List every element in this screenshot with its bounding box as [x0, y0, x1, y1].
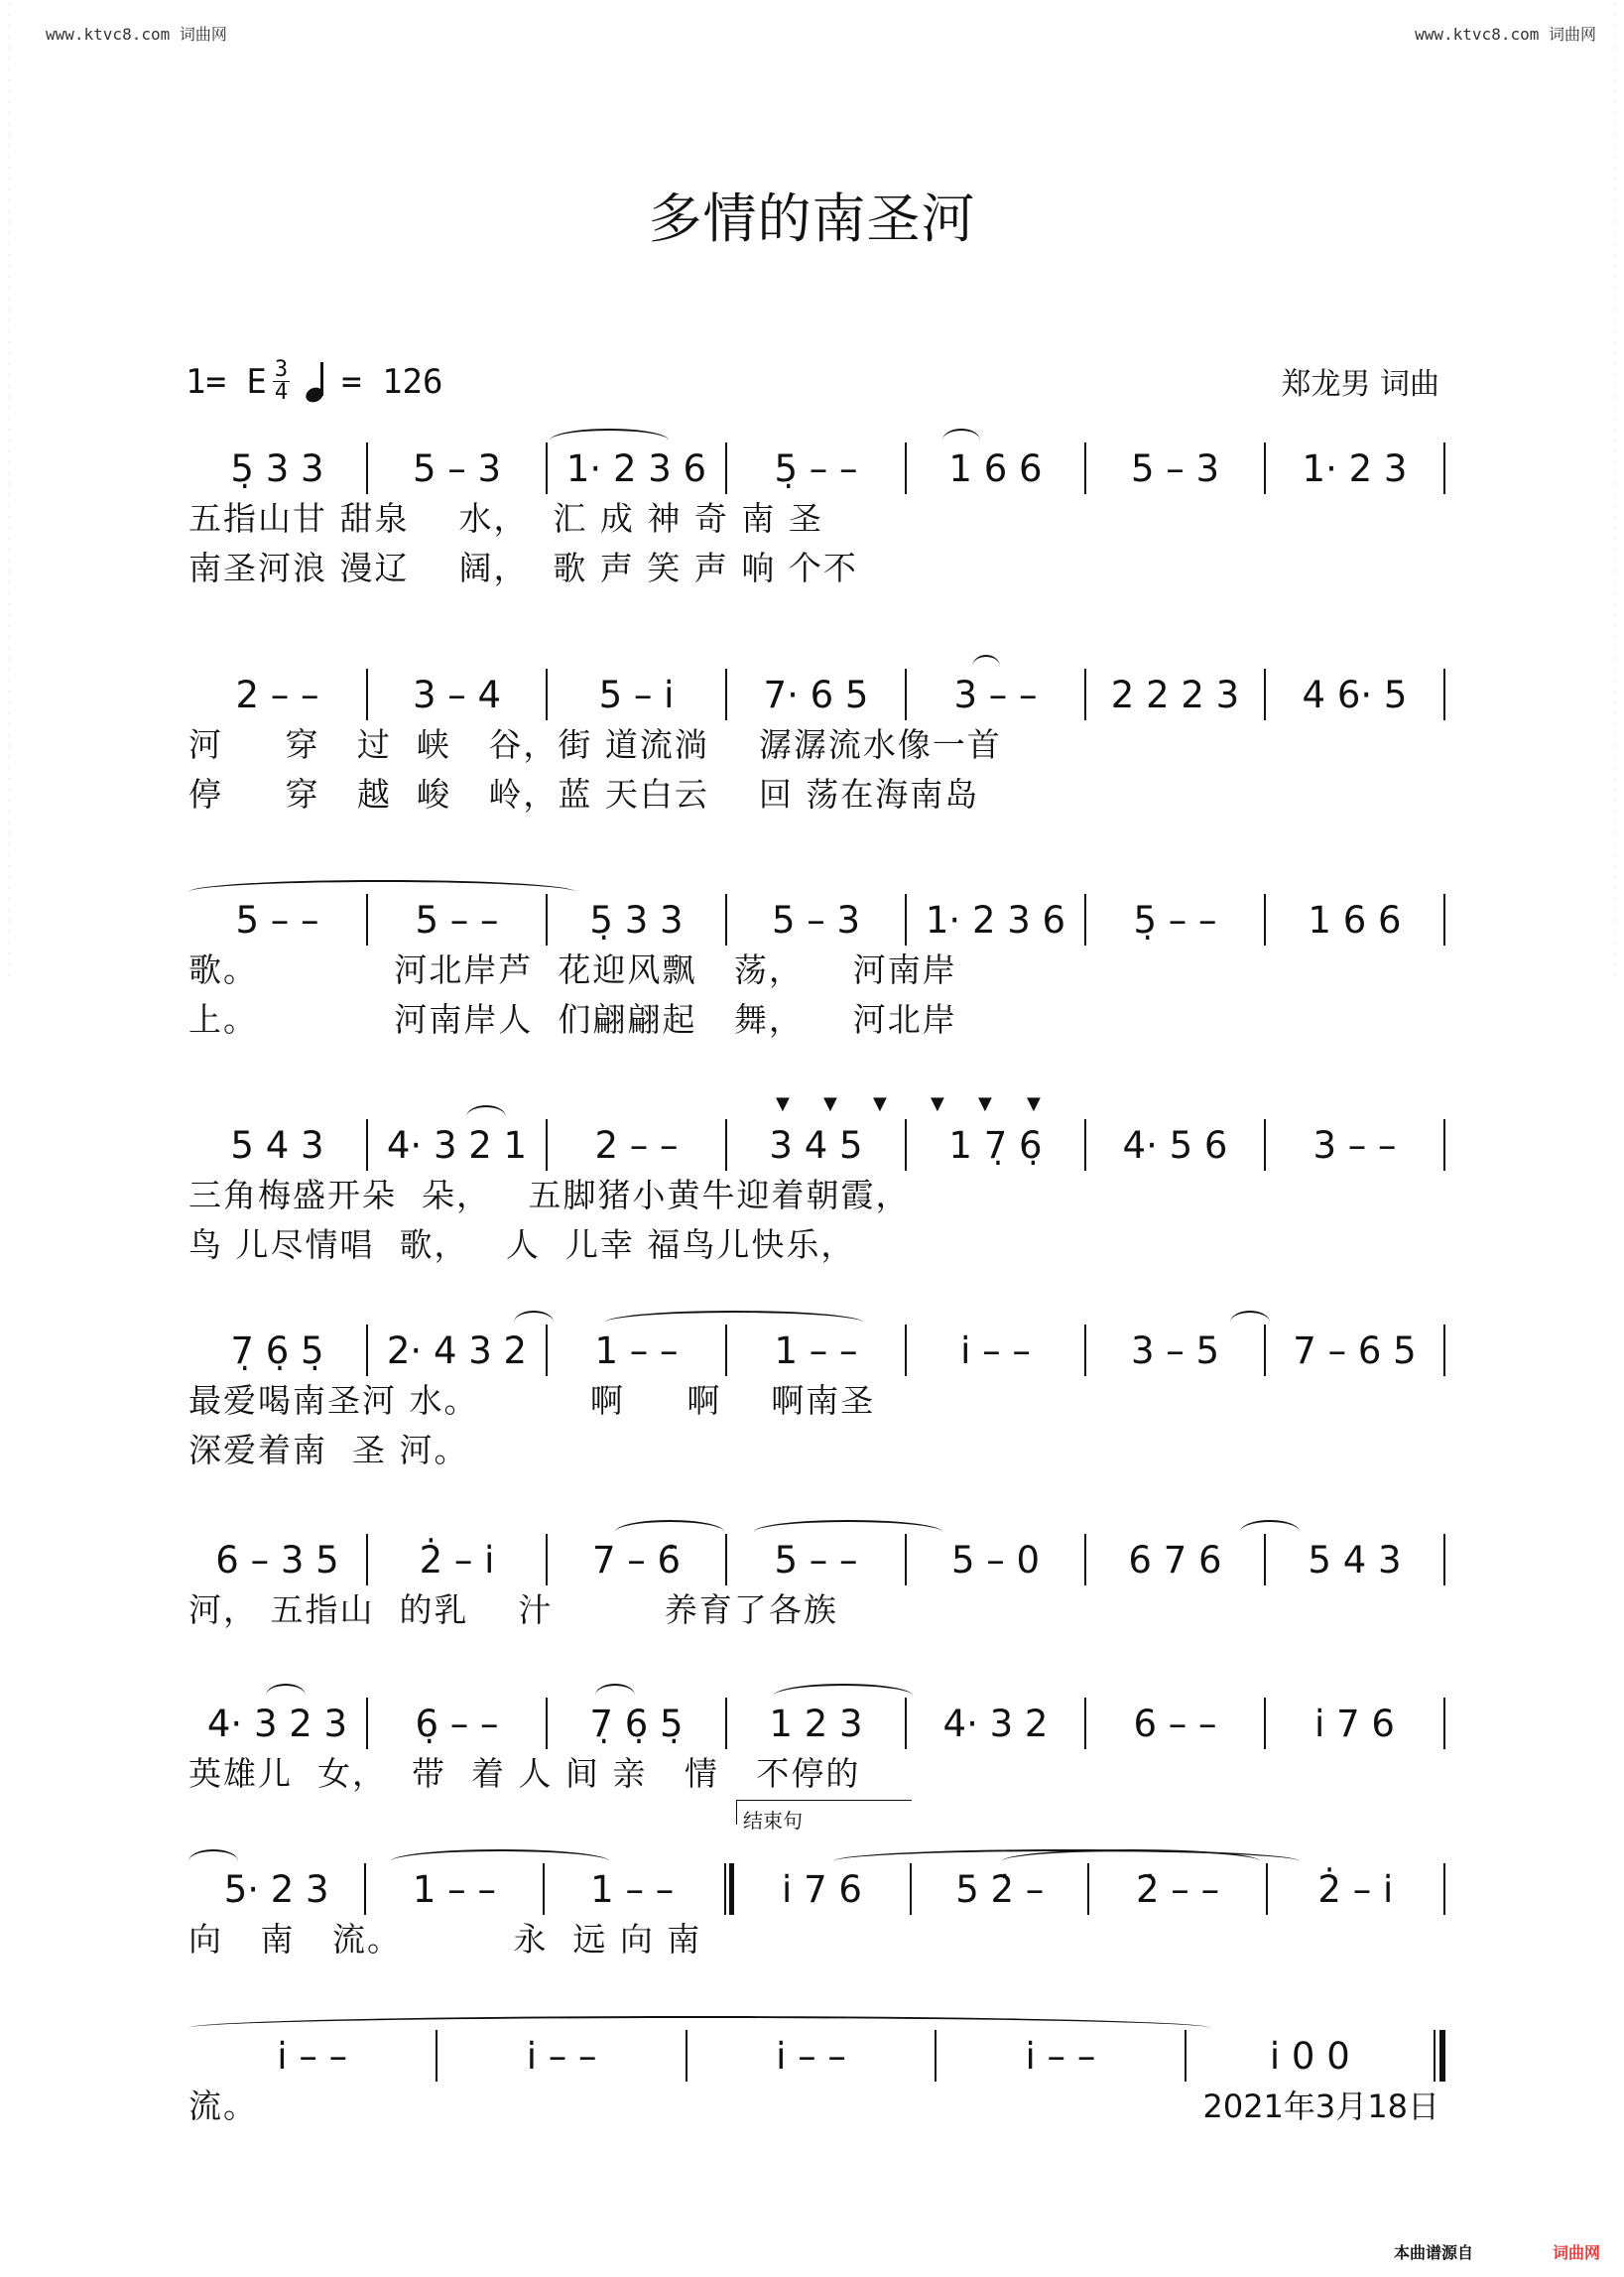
measure: 5 2̇ –: [955, 1867, 1045, 1911]
measure: i̇ – –: [526, 2034, 597, 2078]
measure: 5 – i̇: [598, 673, 675, 716]
accent-mark-icon: ▼: [873, 1093, 887, 1114]
measure: 4· 3 2: [942, 1702, 1049, 1745]
time-signature: $\frac{3}{4}$: [274, 357, 289, 405]
slur-arc: [1230, 1311, 1270, 1334]
measure: i̇ – –: [277, 2034, 348, 2078]
measure: 7 – 6̇: [591, 1538, 682, 1581]
barline: [1443, 1863, 1445, 1915]
slur-arc: [266, 1684, 306, 1708]
measure: 6 – 3 5: [215, 1538, 339, 1581]
measure: i̇ 0 0: [1269, 2034, 1350, 2078]
measure: i̇ – –: [776, 2034, 846, 2078]
quarter-note-icon: [306, 362, 327, 402]
barline: [1443, 669, 1445, 720]
measure: 5 – 0: [950, 1538, 1041, 1581]
measure: 5̣ 3 3: [230, 446, 324, 490]
slur-arc: [942, 429, 980, 452]
lyric-line: 歌。 河北岸芦 花迎风飘 荡， 河南岸: [188, 950, 957, 989]
measure: 1 – –: [412, 1867, 496, 1911]
watermark-strip-right: · · · · · · · · · · · · · · · · · · · · · · · · · · · · · · · · · · · · · · · · · · · · · · · · · · · · · · · · · · · · · · · · · · · · · · · · · · · · · · · · · · · · · · · · · ·: [1613, 0, 1617, 981]
accent-mark-icon: ▼: [1027, 1093, 1041, 1114]
lyric-line: 英雄儿 女， 带 着 人 间 亲 情 不停的: [188, 1754, 861, 1793]
measure: 5 – 3: [1130, 446, 1220, 490]
notes-row: [188, 437, 1445, 500]
measure: i̇ – –: [960, 1328, 1031, 1372]
accent-mark-icon: ▼: [931, 1093, 944, 1114]
slur-arc: [391, 1849, 609, 1873]
date: 2021年3月18日: [1202, 2087, 1439, 2125]
header-left: www.ktvc8.com 词曲网: [46, 25, 227, 44]
measure: 1 6 6: [948, 446, 1043, 490]
measure: 5 4 3: [230, 1123, 324, 1167]
key-signature: [186, 359, 443, 404]
measure: 5 – –: [774, 1538, 858, 1581]
measure: 1 7̣ 6̣: [948, 1123, 1043, 1167]
accent-mark-icon: ▼: [776, 1093, 790, 1114]
brand-logo: 词曲网: [1552, 2243, 1600, 2262]
tempo-label: = 126: [341, 361, 443, 402]
measure: 5̣ – –: [1133, 898, 1217, 942]
measure: 2̇ – i̇: [419, 1538, 495, 1581]
measure: i̇ – –: [1025, 2034, 1096, 2078]
measure: 5 – 3: [771, 898, 861, 942]
measure: 5 – 3: [412, 446, 502, 490]
author-credit: 郑龙男 词曲: [1281, 367, 1439, 402]
measure: 1 2 3: [769, 1702, 863, 1745]
measure: 6 7 6: [1128, 1538, 1222, 1581]
barline: [1443, 1698, 1445, 1749]
measure: 1 – –: [774, 1328, 858, 1372]
measure: 1· 2 3 6: [565, 446, 707, 490]
lyric-line: 五指山甘 甜泉 水， 汇 成 神 奇 南 圣: [188, 499, 823, 538]
measure: 5̣ 3 3: [589, 898, 684, 942]
measure: 3 – –: [1312, 1123, 1397, 1167]
measure: 3 – 4: [412, 673, 502, 716]
notes-row: [188, 1113, 1445, 1177]
measure: 4 6· 5: [1302, 673, 1408, 716]
measure: 2· 4 3 2: [386, 1328, 528, 1372]
measure: 2 – –: [594, 1123, 679, 1167]
measure: 7̣ 6̣ 5̣: [230, 1328, 324, 1372]
measure: 1· 2 3 6: [925, 898, 1066, 942]
measure: 3 – –: [953, 673, 1038, 716]
accent-mark-icon: ▼: [823, 1093, 837, 1114]
measure: 3 – 5: [1130, 1328, 1220, 1372]
barline: [1443, 1534, 1445, 1585]
lyric-line: 深爱着南 圣 河。: [188, 1431, 469, 1469]
measure: 5̣ – –: [774, 446, 858, 490]
slur-arc: [972, 655, 1000, 679]
header-right: www.ktvc8.com 词曲网: [1415, 25, 1596, 44]
slur-arc: [1240, 1520, 1300, 1544]
measure: 1· 2 3: [1302, 446, 1408, 490]
slur-arc: [188, 880, 575, 904]
key-label: 1= E: [186, 361, 267, 402]
measure: i̇ 7 6: [1314, 1702, 1395, 1745]
measure: 2̇ – –: [1136, 1867, 1220, 1911]
measure: 7 – 6 5: [1293, 1328, 1417, 1372]
lyric-line: 三角梅盛开朵 朵， 五脚猪小黄牛迎着朝霞，: [188, 1176, 911, 1214]
slur-arc: [605, 1311, 863, 1334]
measure: 1 – –: [594, 1328, 679, 1372]
song-title: 多情的南圣河: [648, 188, 976, 250]
measure: i̇ 7 6: [782, 1867, 862, 1911]
measure: 2̇ – i̇: [1317, 1867, 1394, 1911]
footer: 本曲谱源自 词曲网: [1393, 2243, 1600, 2262]
slur-arc: [514, 1311, 554, 1334]
barline: [1443, 1119, 1445, 1171]
lyric-line: 河， 五指山 的乳 汁 养育了各族: [188, 1590, 838, 1629]
lyric-line: 停 穿 越 峻 岭，蓝 天白云 回 荡在海南岛: [188, 775, 980, 814]
lyric-line: 鸟 儿尽情唱 歌， 人 儿幸 福鸟儿快乐，: [188, 1225, 856, 1264]
lyric-line: 河 穿 过 峡 谷，街 道流淌 潺潺流水像一首: [188, 725, 1002, 764]
slur-arc: [550, 429, 669, 452]
slur-arc: [595, 1684, 635, 1708]
measure: 1 6 6: [1308, 898, 1402, 942]
slur-arc: [1002, 1849, 1260, 1873]
slur-arc: [774, 1684, 913, 1708]
barline: [1443, 1325, 1445, 1376]
lyric-line: 向 南 流。 永 远 向 南: [188, 1920, 702, 1959]
measure: 7· 6 5: [763, 673, 869, 716]
notes-row: [188, 663, 1445, 726]
measure: 4· 5 6: [1122, 1123, 1228, 1167]
measure: 5 – –: [235, 898, 319, 942]
measure: 2 2 2 3: [1110, 673, 1240, 716]
end-phrase-label: 结束句: [736, 1800, 912, 1825]
measure: 6 – –: [1133, 1702, 1217, 1745]
slur-arc: [615, 1520, 724, 1544]
slur-arc: [188, 2016, 1210, 2040]
lyric-line: 最爱喝南圣河 水。 啊 啊 啊南圣: [188, 1381, 876, 1420]
slur-arc: [466, 1105, 506, 1129]
barline: [1434, 2030, 1445, 2082]
measure: 5· 2 3: [223, 1867, 329, 1911]
barline: [720, 1863, 734, 1915]
accent-mark-icon: ▼: [978, 1093, 992, 1114]
measure: 4· 3 2 1: [386, 1123, 528, 1167]
lyric-line: 流。: [188, 2087, 258, 2125]
slur-arc: [754, 1520, 942, 1544]
measure: 6̣ – –: [415, 1702, 499, 1745]
barline: [1443, 894, 1445, 946]
lyric-line: 南圣河浪 漫辽 阔， 歌 声 笑 声 响 个不: [188, 549, 858, 587]
watermark-strip-left: · · · · · · · · · · · · · · · · · · · · · · · · · · · · · · · · · · · · · · · · · · · · · · · · · · · · · · · · · · · · · · · · · · · · · · · · · · · · · · · · · · · · · · · · · ·: [7, 0, 11, 981]
measure: 7̣ 6̣ 5̣: [589, 1702, 684, 1745]
lyric-line: 上。 河南岸人 们翩翩起 舞， 河北岸: [188, 1000, 957, 1039]
measure: 1 – –: [590, 1867, 675, 1911]
slur-arc: [188, 1849, 238, 1873]
measure: 4· 3 2 3: [206, 1702, 348, 1745]
measure: 2 – –: [235, 673, 319, 716]
measure: 5 4 3: [1308, 1538, 1402, 1581]
barline: [1443, 443, 1445, 494]
measure: 3 4 5: [769, 1123, 863, 1167]
measure: 5 – –: [415, 898, 499, 942]
